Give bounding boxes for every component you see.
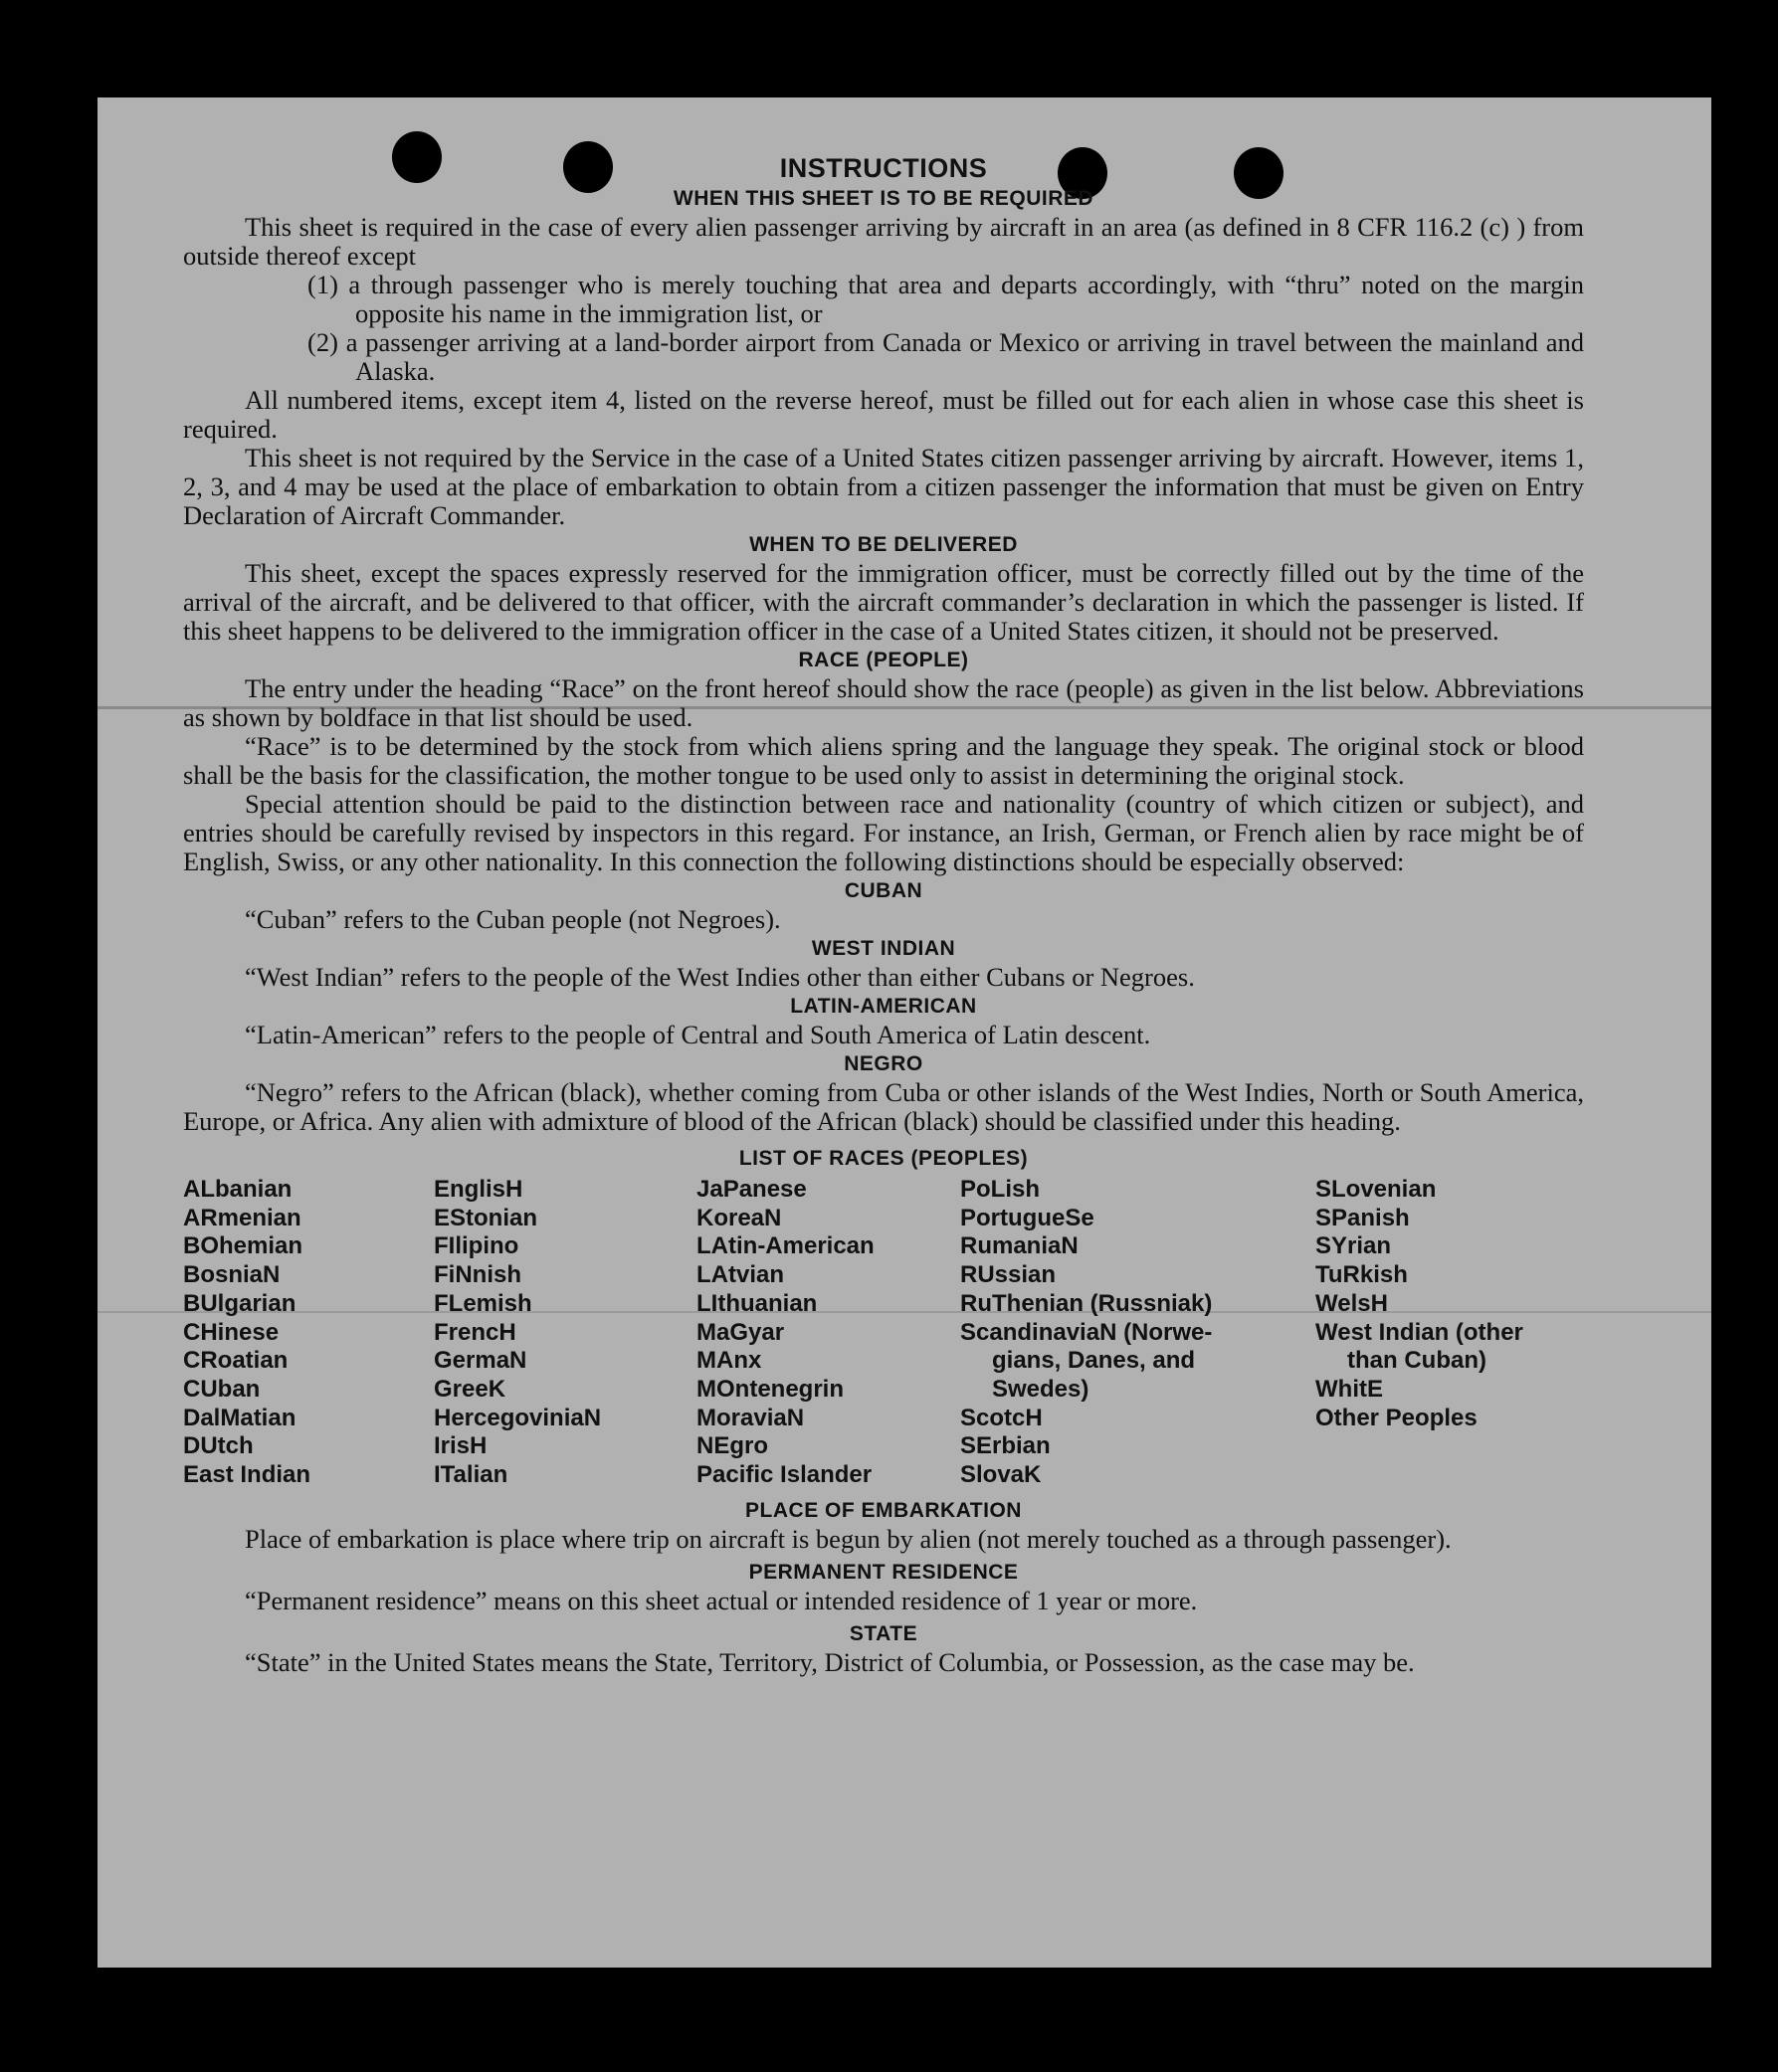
race-item: ScotcH <box>960 1404 1043 1431</box>
race-item: FLemish <box>434 1289 532 1317</box>
race-item: DUtch <box>183 1432 254 1460</box>
race-item: ITalian <box>434 1461 508 1489</box>
section-title-west-indian: WEST INDIAN <box>811 937 956 960</box>
race-item: MaGyar <box>696 1318 785 1346</box>
race-item: MOntenegrin <box>696 1375 844 1403</box>
race-item: EnglisH <box>434 1176 523 1203</box>
race-item: than Cuban) <box>1347 1347 1486 1375</box>
race-item: GermaN <box>434 1347 527 1375</box>
race-item: LIthuanian <box>696 1289 818 1317</box>
section-title-residence: PERMANENT RESIDENCE <box>748 1560 1019 1584</box>
race-column-1 <box>183 1176 434 1490</box>
race-item: West Indian (other <box>1315 1318 1523 1346</box>
required-numbered-items: All numbered items, except item 4, listed on the reverse hereof, must be filled out for each alien in whose case this sheet is required. <box>183 385 1584 444</box>
state-text: “State” in the United States means the State, Territory, District of Columbia, or Possession, as the case may be. <box>245 1646 1415 1677</box>
race-item: PortugueSe <box>960 1204 1094 1231</box>
race-item: FrencH <box>434 1318 516 1346</box>
embarkation-text: Place of embarkation is place where trip on aircraft is begun by alien (not merely touched as a through passenger). <box>245 1523 1452 1554</box>
race-item: WhitE <box>1315 1375 1383 1403</box>
race-item: SLovenian <box>1315 1176 1437 1203</box>
section-title-negro: NEGRO <box>844 1052 923 1075</box>
race-item: NEgro <box>696 1432 768 1460</box>
race-item: ALbanian <box>183 1176 293 1203</box>
required-item-1: (1) a through passenger who is merely touching that area and departs accordingly, with “thru” noted on the margin opposite his name in the immigration list, or <box>307 270 1584 328</box>
race-paragraph-3: Special attention should be paid to the distinction between race and nationality (country of which citizen or subject), and entries should be carefully revised by inspectors in this regard. For instance, an Irish, German, or French alien by race might be of English, Swiss, or any other nationality. In this connection the following distinctions should be especially observed: <box>183 789 1584 876</box>
race-column-4 <box>960 1176 1315 1490</box>
race-item: CHinese <box>183 1318 280 1346</box>
race-item: SlovaK <box>960 1461 1042 1489</box>
race-item: SYrian <box>1315 1232 1392 1260</box>
section-title-state: STATE <box>849 1621 918 1645</box>
race-item: RUssian <box>960 1261 1057 1289</box>
race-column-5 <box>1315 1176 1584 1490</box>
race-item: IrisH <box>434 1432 488 1460</box>
instructions-content <box>183 152 1584 1677</box>
race-item: MAnx <box>696 1347 762 1375</box>
race-item: ARmenian <box>183 1204 301 1231</box>
section-title-required: WHEN THIS SHEET IS TO BE REQUIRED <box>673 187 1094 210</box>
race-item: GreeK <box>434 1375 506 1403</box>
race-item: gians, Danes, and <box>992 1347 1196 1375</box>
race-item: MoraviaN <box>696 1404 805 1431</box>
section-title-latin-american: LATIN-AMERICAN <box>790 995 977 1018</box>
west-indian-definition: “West Indian” refers to the people of the West Indies other than either Cubans or Negroes. <box>245 962 1195 992</box>
race-item: CRoatian <box>183 1347 289 1375</box>
race-item: ScandinaviaN (Norwe- <box>960 1318 1213 1346</box>
residence-text: “Permanent residence” means on this sheet actual or intended residence of 1 year or more. <box>245 1585 1198 1615</box>
page-heading: INSTRUCTIONS <box>779 153 988 183</box>
race-item: SErbian <box>960 1432 1051 1460</box>
race-item: CUban <box>183 1375 261 1403</box>
race-item: BUlgarian <box>183 1289 296 1317</box>
race-column-2 <box>434 1176 696 1490</box>
race-item: PoLish <box>960 1176 1041 1203</box>
race-item: EStonian <box>434 1204 538 1231</box>
section-title-cuban: CUBAN <box>844 879 923 902</box>
race-item: LAtvian <box>696 1261 785 1289</box>
race-item: LAtin-American <box>696 1232 875 1260</box>
race-item: FIlipino <box>434 1232 519 1260</box>
required-intro: This sheet is required in the case of every alien passenger arriving by aircraft in an area (as defined in 8 CFR 116.2 (c) ) from outside thereof except <box>183 212 1584 271</box>
race-item: Pacific Islander <box>696 1461 873 1489</box>
document-sheet <box>98 97 1711 1968</box>
race-item: HercegoviniaN <box>434 1404 602 1431</box>
section-title-delivered: WHEN TO BE DELIVERED <box>749 533 1018 556</box>
race-list <box>183 1176 1584 1490</box>
race-item: BosniaN <box>183 1261 281 1289</box>
race-item: Swedes) <box>992 1375 1089 1403</box>
race-item: BOhemian <box>183 1232 303 1260</box>
race-paragraph-2: “Race” is to be determined by the stock from which aliens spring and the language they speak. The original stock or blood shall be the basis for the classification, the mother tongue to be used only to assist in determining the original stock. <box>183 731 1584 790</box>
race-item: Other Peoples <box>1315 1404 1478 1431</box>
race-item: KoreaN <box>696 1204 782 1231</box>
race-item: JaPanese <box>696 1176 807 1203</box>
race-item: RuThenian (Russniak) <box>960 1289 1213 1317</box>
race-item: TuRkish <box>1315 1261 1408 1289</box>
race-item: FiNnish <box>434 1261 521 1289</box>
race-item: RumaniaN <box>960 1232 1079 1260</box>
section-title-embarkation: PLACE OF EMBARKATION <box>745 1498 1022 1522</box>
race-item: DalMatian <box>183 1404 296 1431</box>
required-item-2: (2) a passenger arriving at a land-border airport from Canada or Mexico or arriving in travel between the mainland and Alaska. <box>307 327 1584 386</box>
delivered-text: This sheet, except the spaces expressly reserved for the immigration officer, must be correctly filled out by the time of the arrival of the aircraft, and be delivered to that officer, with the aircraft commander’s declaration in which the passenger is listed. If this sheet happens to be delivered to the immigration officer in the case of a United States citizen, it should not be preserved. <box>183 558 1584 646</box>
required-citizen-note: This sheet is not required by the Service in the case of a United States citizen passenger arriving by aircraft. However, items 1, 2, 3, and 4 may be used at the place of embarkation to obtain from a citizen passenger the information that must be given on Entry Declaration of Aircraft Commander. <box>183 443 1584 530</box>
section-title-list: LIST OF RACES (PEOPLES) <box>738 1147 1029 1170</box>
negro-definition: “Negro” refers to the African (black), whether coming from Cuba or other islands of the West Indies, North or South America, Europe, or Africa. Any alien with admixture of blood of the African (black) should be classified under this heading. <box>183 1077 1584 1136</box>
race-column-3 <box>696 1176 960 1490</box>
section-title-race: RACE (PEOPLE) <box>798 649 969 671</box>
race-paragraph-1: The entry under the heading “Race” on the front hereof should show the race (people) as given in the list below. Abbreviations as shown by boldface in that list should be used. <box>183 673 1584 732</box>
race-item: WelsH <box>1315 1289 1388 1317</box>
cuban-definition: “Cuban” refers to the Cuban people (not Negroes). <box>245 904 781 934</box>
latin-american-definition: “Latin-American” refers to the people of Central and South America of Latin descent. <box>245 1020 1151 1049</box>
race-item: SPanish <box>1315 1204 1410 1231</box>
race-item: East Indian <box>183 1461 311 1489</box>
